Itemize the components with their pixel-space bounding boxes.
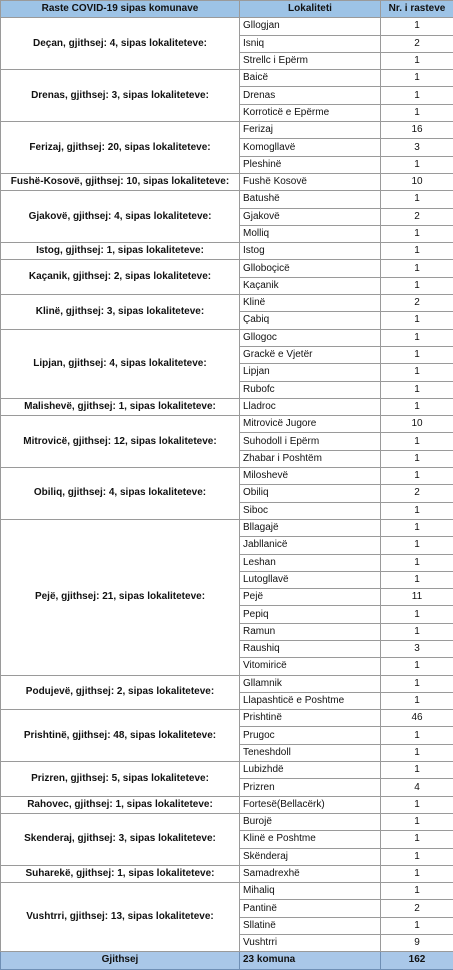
table-row — [1, 243, 453, 260]
cases-cell: 1 — [381, 87, 453, 104]
locality-cell: Baicë — [240, 70, 381, 87]
cases-cell: 10 — [381, 173, 453, 190]
header-locality: Lokaliteti — [240, 1, 381, 18]
locality-cell: Vitomiricë — [240, 658, 381, 675]
locality-cell: Gjakovë — [240, 208, 381, 225]
locality-cell: Komogllavë — [240, 139, 381, 156]
table-row — [1, 173, 453, 190]
table-row — [1, 710, 453, 727]
table-row — [1, 398, 453, 415]
locality-cell: Vushtrri — [240, 935, 381, 952]
cases-cell: 1 — [381, 468, 453, 485]
municipality-cell: Ferizaj, gjithsej: 20, sipas lokaliteteve: — [1, 122, 240, 174]
cases-cell: 1 — [381, 831, 453, 848]
cases-cell: 1 — [381, 744, 453, 761]
locality-cell: Çabiq — [240, 312, 381, 329]
cases-cell: 1 — [381, 104, 453, 121]
total-label: Gjithsej — [1, 952, 240, 969]
locality-cell: Pantinë — [240, 900, 381, 917]
header-municipality: Raste COVID-19 sipas komunave — [1, 1, 240, 18]
cases-cell: 1 — [381, 433, 453, 450]
municipality-cell: Obiliq, gjithsej: 4, sipas lokaliteteve: — [1, 468, 240, 520]
locality-cell: Prugoc — [240, 727, 381, 744]
locality-cell: Mihaliq — [240, 883, 381, 900]
cases-cell: 46 — [381, 710, 453, 727]
table-row — [1, 796, 453, 813]
table-row — [1, 519, 453, 536]
table-row — [1, 813, 453, 830]
locality-cell: Prishtinë — [240, 710, 381, 727]
cases-cell: 1 — [381, 277, 453, 294]
locality-cell: Ferizaj — [240, 122, 381, 139]
locality-cell: Kaçanik — [240, 277, 381, 294]
table-body — [1, 18, 453, 952]
municipality-cell: Malishevë, gjithsej: 1, sipas lokaliteteve: — [1, 398, 240, 415]
cases-cell: 1 — [381, 658, 453, 675]
cases-cell: 1 — [381, 554, 453, 571]
cases-cell: 1 — [381, 156, 453, 173]
locality-cell: Obiliq — [240, 485, 381, 502]
municipality-cell: Lipjan, gjithsej: 4, sipas lokaliteteve: — [1, 329, 240, 398]
cases-cell: 1 — [381, 692, 453, 709]
cases-cell: 1 — [381, 381, 453, 398]
locality-cell: Molliq — [240, 225, 381, 242]
cases-cell: 10 — [381, 416, 453, 433]
locality-cell: Leshan — [240, 554, 381, 571]
locality-cell: Gllogoc — [240, 329, 381, 346]
municipality-cell: Podujevë, gjithsej: 2, sipas lokaliteteve: — [1, 675, 240, 710]
cases-cell: 1 — [381, 312, 453, 329]
locality-cell: Korroticë e Epërme — [240, 104, 381, 121]
locality-cell: Isniq — [240, 35, 381, 52]
cases-cell: 1 — [381, 727, 453, 744]
header-cases: Nr. i rasteve — [381, 1, 453, 18]
cases-cell: 1 — [381, 606, 453, 623]
cases-cell: 1 — [381, 52, 453, 69]
locality-cell: Klinë e Poshtme — [240, 831, 381, 848]
locality-cell: Pepiq — [240, 606, 381, 623]
table-header-row — [1, 1, 453, 18]
total-row — [1, 952, 453, 969]
municipality-cell: Klinë, gjithsej: 3, sipas lokaliteteve: — [1, 295, 240, 330]
municipality-cell: Drenas, gjithsej: 3, sipas lokaliteteve: — [1, 70, 240, 122]
cases-cell: 1 — [381, 502, 453, 519]
cases-cell: 1 — [381, 70, 453, 87]
locality-cell: Sllatinë — [240, 917, 381, 934]
locality-cell: Fortesë(Bellacërk) — [240, 796, 381, 813]
locality-cell: Lipjan — [240, 364, 381, 381]
cases-cell: 1 — [381, 191, 453, 208]
cases-cell: 2 — [381, 900, 453, 917]
locality-cell: Teneshdoll — [240, 744, 381, 761]
locality-cell: Lladroc — [240, 398, 381, 415]
table-row — [1, 675, 453, 692]
locality-cell: Batushë — [240, 191, 381, 208]
locality-cell: Lubizhdë — [240, 762, 381, 779]
municipality-cell: Deçan, gjithsej: 4, sipas lokaliteteve: — [1, 18, 240, 70]
cases-cell: 11 — [381, 589, 453, 606]
cases-cell: 2 — [381, 295, 453, 312]
locality-cell: Zhabar i Poshtëm — [240, 450, 381, 467]
cases-cell: 2 — [381, 485, 453, 502]
locality-cell: Samadrexhë — [240, 865, 381, 882]
cases-cell: 1 — [381, 18, 453, 35]
municipality-cell: Fushë-Kosovë, gjithsej: 10, sipas lokaliteteve: — [1, 173, 240, 190]
total-municipalities: 23 komuna — [240, 952, 381, 969]
cases-cell: 1 — [381, 848, 453, 865]
table-row — [1, 295, 453, 312]
locality-cell: Gllamnik — [240, 675, 381, 692]
locality-cell: Rubofc — [240, 381, 381, 398]
cases-cell: 1 — [381, 796, 453, 813]
cases-cell: 1 — [381, 813, 453, 830]
cases-cell: 1 — [381, 260, 453, 277]
cases-cell: 1 — [381, 225, 453, 242]
municipality-cell: Istog, gjithsej: 1, sipas lokaliteteve: — [1, 243, 240, 260]
locality-cell: Drenas — [240, 87, 381, 104]
table-row — [1, 762, 453, 779]
locality-cell: Llapashticë e Poshtme — [240, 692, 381, 709]
cases-cell: 16 — [381, 122, 453, 139]
cases-cell: 2 — [381, 35, 453, 52]
locality-cell: Fushë Kosovë — [240, 173, 381, 190]
locality-cell: Jabllanicë — [240, 537, 381, 554]
locality-cell: Lutogllavë — [240, 571, 381, 588]
locality-cell: Istog — [240, 243, 381, 260]
cases-cell: 1 — [381, 883, 453, 900]
locality-cell: Bllagajë — [240, 519, 381, 536]
cases-cell: 1 — [381, 762, 453, 779]
cases-cell: 1 — [381, 571, 453, 588]
municipality-cell: Skenderaj, gjithsej: 3, sipas lokaliteteve: — [1, 813, 240, 865]
table-row — [1, 468, 453, 485]
municipality-cell: Prishtinë, gjithsej: 48, sipas lokaliteteve: — [1, 710, 240, 762]
cases-cell: 1 — [381, 519, 453, 536]
locality-cell: Klinë — [240, 295, 381, 312]
table-row — [1, 329, 453, 346]
cases-cell: 1 — [381, 917, 453, 934]
locality-cell: Pejë — [240, 589, 381, 606]
cases-cell: 9 — [381, 935, 453, 952]
cases-cell: 4 — [381, 779, 453, 796]
cases-cell: 1 — [381, 329, 453, 346]
table-row — [1, 865, 453, 882]
cases-cell: 1 — [381, 537, 453, 554]
table-row — [1, 260, 453, 277]
locality-cell: Glloboçicë — [240, 260, 381, 277]
cases-cell: 3 — [381, 640, 453, 657]
table-row — [1, 122, 453, 139]
cases-cell: 1 — [381, 450, 453, 467]
locality-cell: Burojë — [240, 813, 381, 830]
cases-cell: 3 — [381, 139, 453, 156]
cases-cell: 2 — [381, 208, 453, 225]
municipality-cell: Mitrovicë, gjithsej: 12, sipas lokaliteteve: — [1, 416, 240, 468]
cases-cell: 1 — [381, 243, 453, 260]
table-row — [1, 191, 453, 208]
table-row — [1, 70, 453, 87]
locality-cell: Suhodoll i Epërm — [240, 433, 381, 450]
municipality-cell: Vushtrri, gjithsej: 13, sipas lokaliteteve: — [1, 883, 240, 952]
locality-cell: Strellc i Epërm — [240, 52, 381, 69]
cases-cell: 1 — [381, 346, 453, 363]
cases-cell: 1 — [381, 398, 453, 415]
municipality-cell: Gjakovë, gjithsej: 4, sipas lokaliteteve: — [1, 191, 240, 243]
cases-cell: 1 — [381, 364, 453, 381]
municipality-cell: Prizren, gjithsej: 5, sipas lokaliteteve: — [1, 762, 240, 797]
table-row — [1, 416, 453, 433]
cases-cell: 1 — [381, 865, 453, 882]
locality-cell: Pleshinë — [240, 156, 381, 173]
locality-cell: Gllogjan — [240, 18, 381, 35]
locality-cell: Ramun — [240, 623, 381, 640]
cases-cell: 1 — [381, 675, 453, 692]
locality-cell: Grackë e Vjetër — [240, 346, 381, 363]
municipality-cell: Rahovec, gjithsej: 1, sipas lokaliteteve: — [1, 796, 240, 813]
table-row — [1, 883, 453, 900]
locality-cell: Siboc — [240, 502, 381, 519]
municipality-cell: Pejë, gjithsej: 21, sipas lokaliteteve: — [1, 519, 240, 675]
cases-cell: 1 — [381, 623, 453, 640]
locality-cell: Miloshevë — [240, 468, 381, 485]
locality-cell: Mitrovicë Jugore — [240, 416, 381, 433]
locality-cell: Skënderaj — [240, 848, 381, 865]
municipality-cell: Kaçanik, gjithsej: 2, sipas lokaliteteve: — [1, 260, 240, 295]
locality-cell: Prizren — [240, 779, 381, 796]
total-cases: 162 — [381, 952, 453, 969]
locality-cell: Raushiq — [240, 640, 381, 657]
municipality-cell: Suharekë, gjithsej: 1, sipas lokaliteteve: — [1, 865, 240, 882]
table-row — [1, 18, 453, 35]
